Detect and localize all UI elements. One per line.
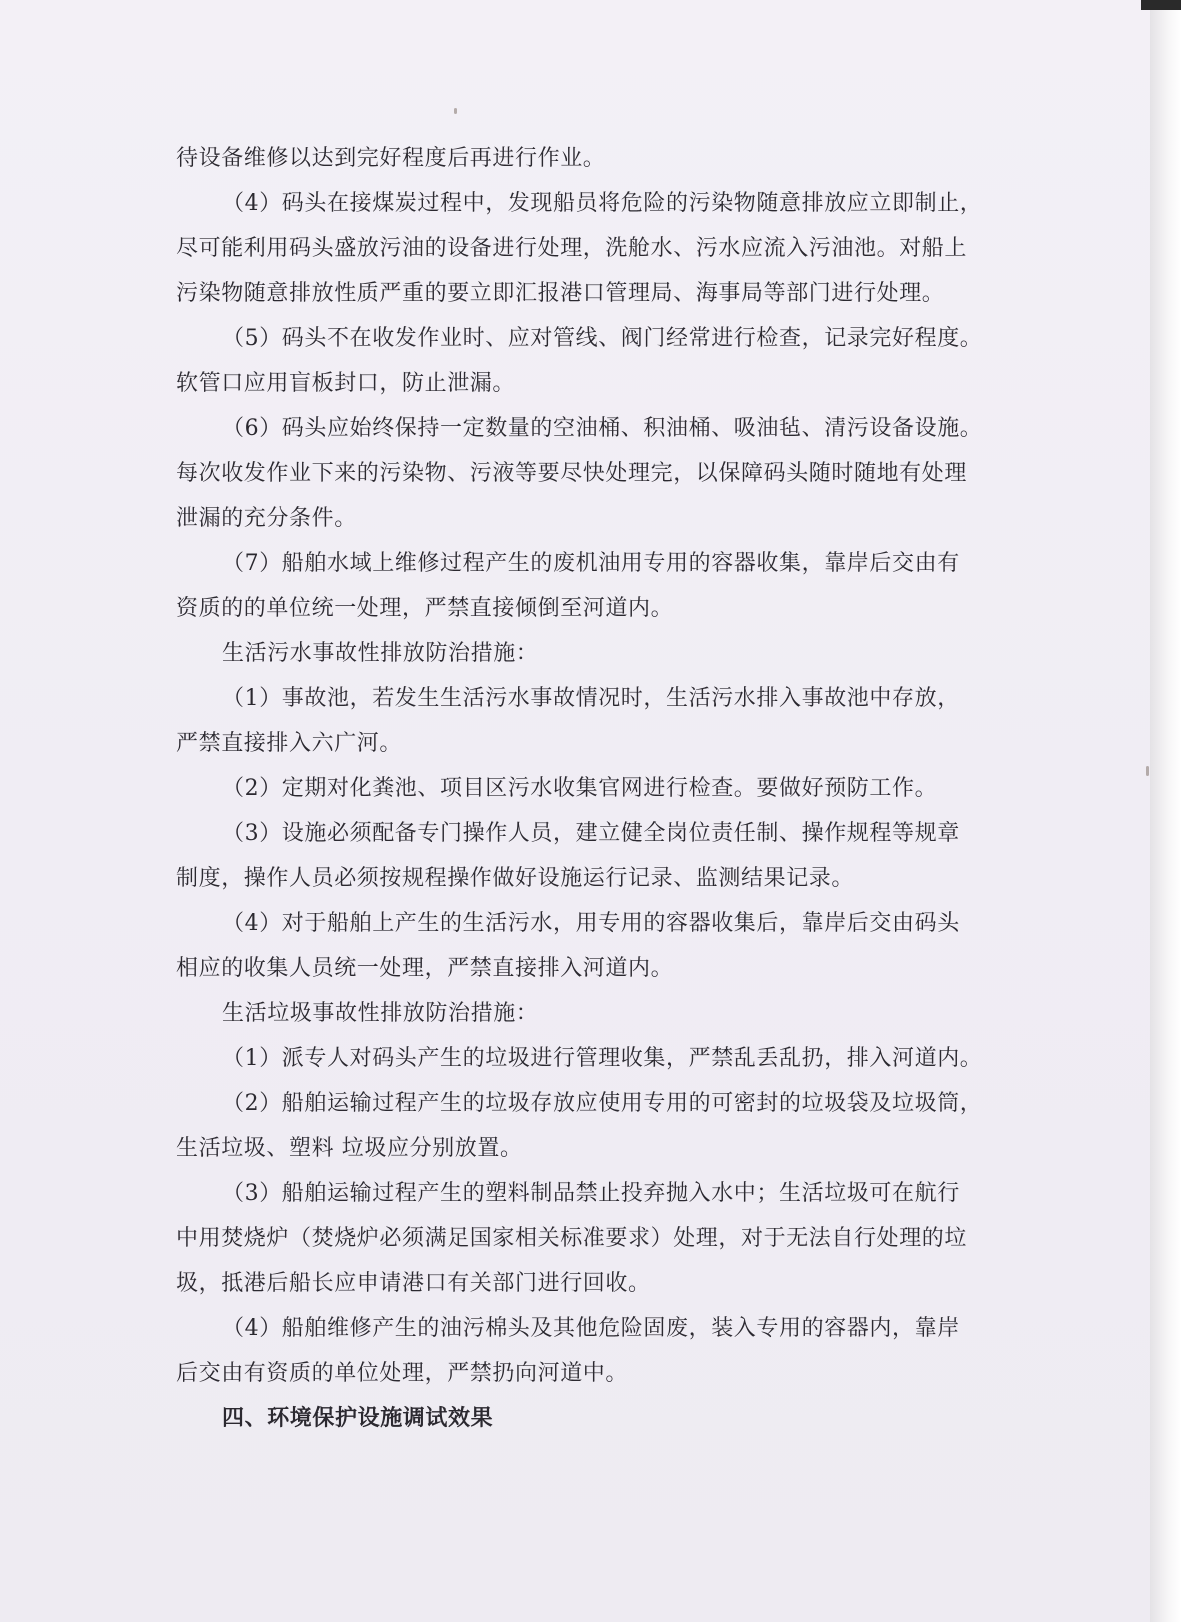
paragraph-line: 相应的收集人员统一处理，严禁直接排入河道内。	[176, 956, 674, 981]
paragraph-line: （1）事故池，若发生生活污水事故情况时，生活污水排入事故池中存放，	[222, 686, 960, 711]
scan-speck	[454, 108, 457, 114]
scan-corner-mark	[1141, 0, 1181, 10]
paragraph-line: 圾，抵港后船长应申请港口有关部门进行回收。	[176, 1271, 651, 1296]
paragraph-line: 污染物随意排放性质严重的要立即汇报港口管理局、海事局等部门进行处理。	[176, 281, 945, 306]
paragraph-line: 每次收发作业下来的污染物、污液等要尽快处理完，以保障码头随时随地有处理	[176, 461, 968, 486]
section-subtitle: 生活垃圾事故性排放防治措施：	[222, 1001, 539, 1026]
scan-speck	[1146, 766, 1149, 776]
paragraph-line: 中用焚烧炉（焚烧炉必须满足国家相关标准要求）处理，对于无法自行处理的垃	[176, 1226, 968, 1251]
paragraph-line: （7）船舶水域上维修过程产生的废机油用专用的容器收集，靠岸后交由有	[222, 551, 960, 576]
paragraph-line: 制度，操作人员必须按规程操作做好设施运行记录、监测结果记录。	[176, 866, 855, 891]
paragraph-line: （3）设施必须配备专门操作人员，建立健全岗位责任制、操作规程等规章	[222, 821, 960, 846]
section-heading: 四、环境保护设施调试效果	[222, 1406, 494, 1431]
paragraph-line: （2）定期对化粪池、项目区污水收集官网进行检查。要做好预防工作。	[222, 776, 938, 801]
paragraph-line: （6）码头应始终保持一定数量的空油桶、积油桶、吸油毡、清污设备设施。	[222, 416, 983, 441]
paragraph-line: 软管口应用盲板封口，防止泄漏。	[176, 371, 516, 396]
page-edge-shadow	[1150, 0, 1181, 1622]
paragraph-line: 尽可能利用码头盛放污油的设备进行处理，洗舱水、污水应流入污油池。对船上	[176, 236, 968, 261]
document-body	[176, 136, 986, 1441]
paragraph-line: （4）船舶维修产生的油污棉头及其他危险固废，装入专用的容器内，靠岸	[222, 1316, 960, 1341]
paragraph-line: （4）码头在接煤炭过程中，发现船员将危险的污染物随意排放应立即制止，	[222, 191, 983, 216]
paragraph-line: （1）派专人对码头产生的垃圾进行管理收集，严禁乱丢乱扔，排入河道内。	[222, 1046, 983, 1071]
paragraph-line: （5）码头不在收发作业时、应对管线、阀门经常进行检查，记录完好程度。	[222, 326, 983, 351]
paragraph-line: 后交由有资质的单位处理，严禁扔向河道中。	[176, 1361, 629, 1386]
paragraph-line: 严禁直接排入六广河。	[176, 731, 403, 756]
paragraph-line: 待设备维修以达到完好程度后再进行作业。	[176, 146, 606, 171]
paragraph-line: 生活垃圾、塑料 垃圾应分别放置。	[176, 1136, 523, 1161]
paragraph-line: 泄漏的充分条件。	[176, 506, 357, 531]
paragraph-line: （4）对于船舶上产生的生活污水，用专用的容器收集后，靠岸后交由码头	[222, 911, 960, 936]
paragraph-line: 资质的的单位统一处理，严禁直接倾倒至河道内。	[176, 596, 674, 621]
paragraph-line: （3）船舶运输过程产生的塑料制品禁止投弃抛入水中；生活垃圾可在航行	[222, 1181, 960, 1206]
paragraph-line: （2）船舶运输过程产生的垃圾存放应使用专用的可密封的垃圾袋及垃圾筒，	[222, 1091, 983, 1116]
section-subtitle: 生活污水事故性排放防治措施：	[222, 641, 539, 666]
